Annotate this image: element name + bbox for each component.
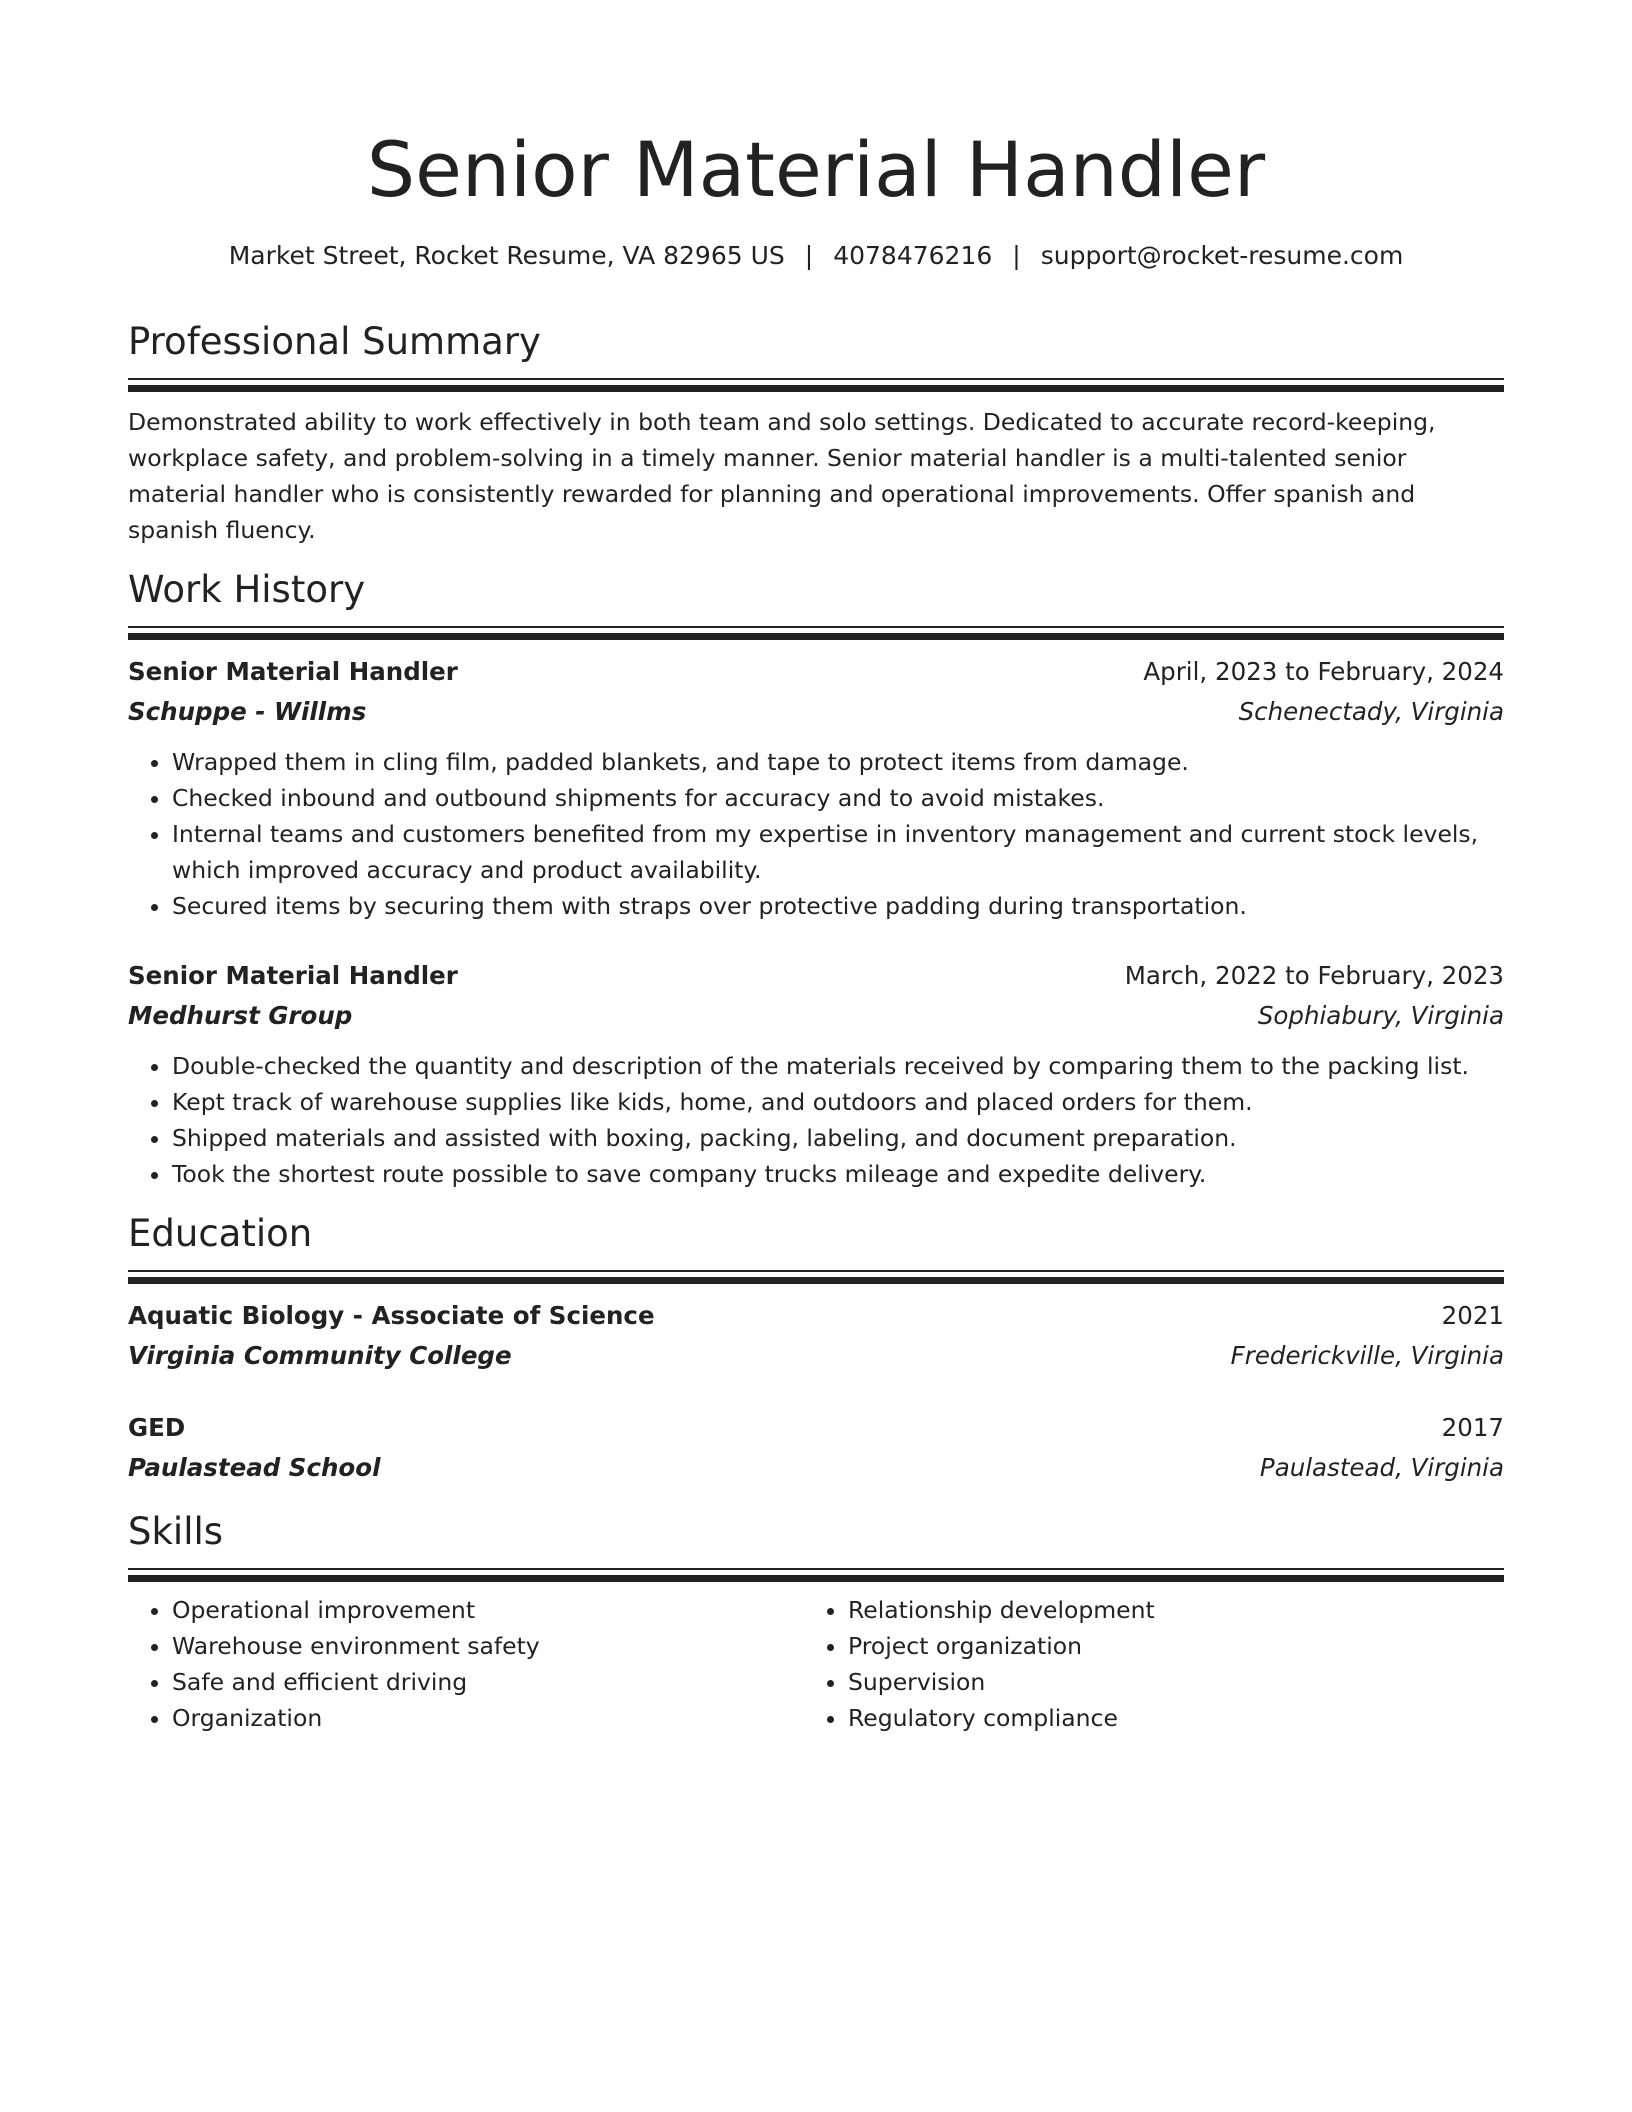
job-company: Schuppe - Willms [128, 697, 367, 726]
education-entry [128, 1296, 1504, 1376]
section-heading-work-history: Work History [128, 568, 366, 611]
skills-columns [128, 1592, 1504, 1736]
job-bullet: • Kept track of warehouse supplies like kids, home, and outdoors and placed orders for them. [172, 1084, 1504, 1120]
education-location: Paulastead, Virginia [1259, 1453, 1504, 1482]
skill-item: • Project organization [848, 1628, 1480, 1664]
education-year: 2017 [1441, 1413, 1504, 1442]
contact-email: support@rocket-resume.com [1040, 241, 1404, 270]
job-bullet: • Internal teams and customers benefited from my expertise in inventory management and current stock levels, which improved accuracy and product availability. [172, 816, 1504, 888]
job-location: Sophiabury, Virginia [1257, 1001, 1504, 1030]
skill-item: • Safe and efficient driving [172, 1664, 804, 1700]
contact-separator: | [1012, 241, 1021, 270]
job-bullet: • Double-checked the quantity and description of the materials received by comparing them to the packing list. [172, 1048, 1504, 1084]
job-bullet: • Checked inbound and outbound shipments for accuracy and to avoid mistakes. [172, 780, 1504, 816]
job-dates: March, 2022 to February, 2023 [1124, 961, 1504, 990]
section-divider [128, 626, 1504, 640]
education-entry [128, 1408, 1504, 1488]
contact-line [128, 240, 1504, 272]
education-degree: GED [128, 1413, 186, 1442]
job-title: Senior Material Handler [128, 657, 458, 686]
skill-item: • Relationship development [848, 1592, 1480, 1628]
job-bullet: • Shipped materials and assisted with boxing, packing, labeling, and document preparation. [172, 1120, 1504, 1156]
section-heading-skills: Skills [128, 1510, 224, 1553]
section-divider [128, 378, 1504, 392]
education-school: Virginia Community College [128, 1341, 512, 1370]
section-divider [128, 1270, 1504, 1284]
education-header-row [128, 1296, 1504, 1336]
skill-item: • Supervision [848, 1664, 1480, 1700]
skill-item: • Regulatory compliance [848, 1700, 1480, 1736]
education-degree: Aquatic Biology - Associate of Science [128, 1301, 655, 1330]
job-header-row [128, 956, 1504, 996]
section-heading-education: Education [128, 1212, 313, 1255]
skill-item: • Operational improvement [172, 1592, 804, 1628]
job-company: Medhurst Group [128, 1001, 353, 1030]
education-school: Paulastead School [128, 1453, 381, 1482]
skill-item: • Warehouse environment safety [172, 1628, 804, 1664]
education-school-row [128, 1448, 1504, 1488]
contact-separator: | [804, 241, 814, 270]
summary-text: Demonstrated ability to work effectively in both team and solo settings. Dedicated to accurate record-keeping, workplace safety, and problem-solving in a timely manner. Senior material handler is a multi-talented senior material handler who is consistently rewarded for planning and operational improvements. Offer spanish and spanish fluency. [128, 408, 1436, 544]
job-location: Schenectady, Virginia [1238, 697, 1504, 726]
skills-list-left [128, 1592, 804, 1736]
job-bullet: • Wrapped them in cling film, padded blankets, and tape to protect items from damage. [172, 744, 1504, 780]
resume-page [128, 0, 1504, 1736]
job-bullets [128, 1048, 1504, 1192]
job-company-row [128, 692, 1504, 732]
job-bullets [128, 744, 1504, 924]
education-school-row [128, 1336, 1504, 1376]
job-bullet: • Secured items by securing them with straps over protective padding during transportation. [172, 888, 1504, 924]
resume-name: Senior Material Handler [366, 125, 1266, 214]
job-bullet: • Took the shortest route possible to save company trucks mileage and expedite delivery. [172, 1156, 1504, 1192]
section-heading-summary: Professional Summary [128, 320, 541, 363]
job-header-row [128, 652, 1504, 692]
education-year: 2021 [1441, 1301, 1504, 1330]
job-entry [128, 956, 1504, 1192]
contact-phone: 4078476216 [833, 241, 993, 270]
education-location: Frederickville, Virginia [1230, 1341, 1504, 1370]
education-header-row [128, 1408, 1504, 1448]
job-dates: April, 2023 to February, 2024 [1143, 657, 1504, 686]
job-title: Senior Material Handler [128, 961, 458, 990]
contact-address: Market Street, Rocket Resume, VA 82965 US [228, 241, 785, 270]
section-divider [128, 1568, 1504, 1582]
skills-list-right [804, 1592, 1480, 1736]
skill-item: • Organization [172, 1700, 804, 1736]
job-company-row [128, 996, 1504, 1036]
job-entry [128, 652, 1504, 924]
